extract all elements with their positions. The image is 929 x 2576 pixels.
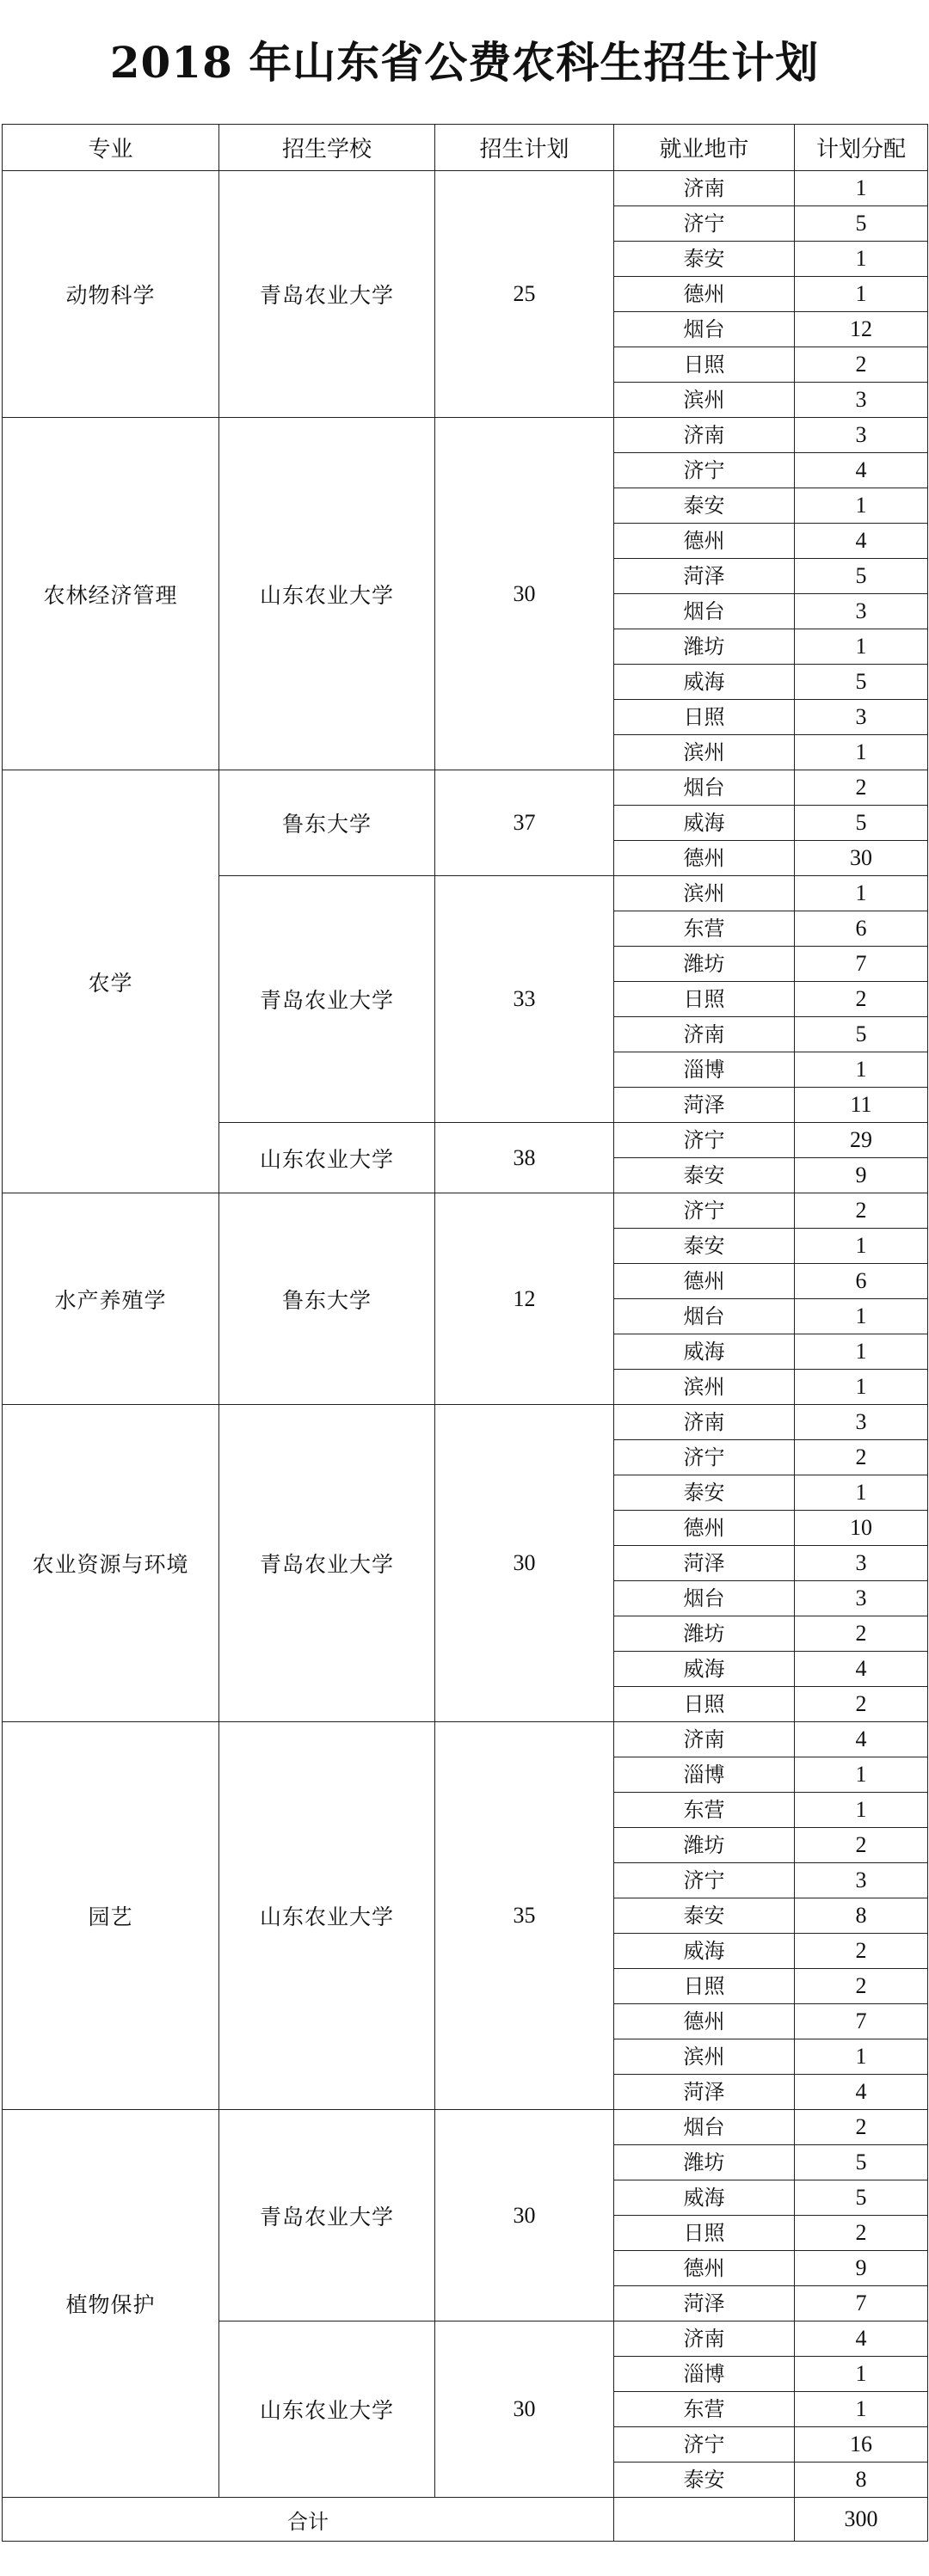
city-cell: 泰安 [614, 1158, 795, 1193]
table-row [3, 2110, 928, 2145]
city-cell: 日照 [614, 1687, 795, 1722]
city-cell: 威海 [614, 665, 795, 700]
header-city: 就业地市 [614, 125, 795, 171]
alloc-cell: 12 [795, 312, 928, 347]
city-cell: 济南 [614, 171, 795, 206]
city-cell: 济南 [614, 418, 795, 453]
city-cell: 威海 [614, 806, 795, 841]
alloc-cell: 30 [795, 841, 928, 876]
city-cell: 威海 [614, 1334, 795, 1370]
plan-cell: 12 [435, 1193, 614, 1405]
major-cell: 水产养殖学 [3, 1193, 219, 1405]
school-cell: 青岛农业大学 [219, 1405, 435, 1722]
table-body [3, 171, 928, 2498]
header-alloc: 计划分配 [795, 125, 928, 171]
city-cell: 淄博 [614, 1052, 795, 1088]
city-cell: 泰安 [614, 1898, 795, 1934]
alloc-cell: 4 [795, 453, 928, 488]
city-cell: 日照 [614, 982, 795, 1017]
alloc-cell: 9 [795, 2251, 928, 2286]
city-cell: 济宁 [614, 1863, 795, 1898]
plan-cell: 30 [435, 418, 614, 770]
alloc-cell: 1 [795, 629, 928, 665]
city-cell: 烟台 [614, 2110, 795, 2145]
alloc-cell: 2 [795, 2216, 928, 2251]
alloc-cell: 1 [795, 876, 928, 911]
city-cell: 淄博 [614, 2357, 795, 2392]
city-cell: 菏泽 [614, 2286, 795, 2321]
table-row [3, 1193, 928, 1229]
city-cell: 东营 [614, 2392, 795, 2427]
city-cell: 威海 [614, 2180, 795, 2216]
city-cell: 淄博 [614, 1757, 795, 1793]
alloc-cell: 8 [795, 1898, 928, 1934]
alloc-cell: 4 [795, 1722, 928, 1757]
major-cell: 园艺 [3, 1722, 219, 2110]
alloc-cell: 2 [795, 1687, 928, 1722]
city-cell: 济宁 [614, 206, 795, 242]
alloc-cell: 3 [795, 594, 928, 629]
plan-cell: 35 [435, 1722, 614, 2110]
alloc-cell: 2 [795, 770, 928, 806]
alloc-cell: 5 [795, 1017, 928, 1052]
major-cell: 农业资源与环境 [3, 1405, 219, 1722]
alloc-cell: 16 [795, 2427, 928, 2463]
alloc-cell: 5 [795, 2180, 928, 2216]
alloc-cell: 2 [795, 347, 928, 383]
alloc-cell: 3 [795, 383, 928, 418]
alloc-cell: 1 [795, 1334, 928, 1370]
city-cell: 德州 [614, 1264, 795, 1299]
city-cell: 烟台 [614, 594, 795, 629]
alloc-cell: 1 [795, 2357, 928, 2392]
alloc-cell: 4 [795, 2321, 928, 2357]
total-row [3, 2498, 928, 2542]
city-cell: 菏泽 [614, 559, 795, 594]
alloc-cell: 1 [795, 1475, 928, 1511]
city-cell: 泰安 [614, 1475, 795, 1511]
alloc-cell: 6 [795, 911, 928, 947]
city-cell: 滨州 [614, 735, 795, 770]
city-cell: 济南 [614, 1017, 795, 1052]
alloc-cell: 2 [795, 1440, 928, 1475]
header-school: 招生学校 [219, 125, 435, 171]
city-cell: 济南 [614, 2321, 795, 2357]
city-cell: 德州 [614, 841, 795, 876]
city-cell: 滨州 [614, 876, 795, 911]
alloc-cell: 5 [795, 206, 928, 242]
header-plan: 招生计划 [435, 125, 614, 171]
city-cell: 日照 [614, 2216, 795, 2251]
city-cell: 德州 [614, 277, 795, 312]
city-cell: 菏泽 [614, 1088, 795, 1123]
alloc-cell: 1 [795, 1370, 928, 1405]
alloc-cell: 4 [795, 524, 928, 559]
city-cell: 德州 [614, 524, 795, 559]
alloc-cell: 3 [795, 1863, 928, 1898]
alloc-cell: 4 [795, 2075, 928, 2110]
city-cell: 菏泽 [614, 2075, 795, 2110]
plan-cell: 30 [435, 2321, 614, 2498]
city-cell: 德州 [614, 1511, 795, 1546]
school-cell: 山东农业大学 [219, 1123, 435, 1193]
city-cell: 东营 [614, 911, 795, 947]
table-header-row [3, 125, 928, 171]
table-row [3, 1722, 928, 1757]
major-cell: 植物保护 [3, 2110, 219, 2498]
city-cell: 烟台 [614, 312, 795, 347]
alloc-cell: 1 [795, 2039, 928, 2075]
table-row [3, 1405, 928, 1440]
total-value: 300 [795, 2498, 928, 2542]
city-cell: 威海 [614, 1652, 795, 1687]
city-cell: 东营 [614, 1793, 795, 1828]
plan-cell: 37 [435, 770, 614, 876]
alloc-cell: 8 [795, 2463, 928, 2498]
alloc-cell: 29 [795, 1123, 928, 1158]
city-cell: 烟台 [614, 770, 795, 806]
alloc-cell: 1 [795, 1299, 928, 1334]
city-cell: 威海 [614, 1934, 795, 1969]
city-cell: 潍坊 [614, 1616, 795, 1652]
city-cell: 潍坊 [614, 947, 795, 982]
alloc-cell: 4 [795, 1652, 928, 1687]
alloc-cell: 5 [795, 806, 928, 841]
city-cell: 滨州 [614, 2039, 795, 2075]
header-major: 专业 [3, 125, 219, 171]
alloc-cell: 1 [795, 488, 928, 524]
alloc-cell: 2 [795, 2110, 928, 2145]
city-cell: 德州 [614, 2251, 795, 2286]
city-cell: 日照 [614, 700, 795, 735]
table-row [3, 418, 928, 453]
alloc-cell: 2 [795, 1828, 928, 1863]
school-cell: 山东农业大学 [219, 1722, 435, 2110]
city-cell: 日照 [614, 1969, 795, 2004]
city-cell: 日照 [614, 347, 795, 383]
enrollment-plan-table [2, 124, 928, 2542]
city-cell: 济宁 [614, 1123, 795, 1158]
alloc-cell: 10 [795, 1511, 928, 1546]
city-cell: 济宁 [614, 1193, 795, 1229]
alloc-cell: 7 [795, 2004, 928, 2039]
alloc-cell: 1 [795, 1793, 928, 1828]
plan-cell: 30 [435, 2110, 614, 2321]
alloc-cell: 11 [795, 1088, 928, 1123]
major-cell: 动物科学 [3, 171, 219, 418]
city-cell: 济宁 [614, 2427, 795, 2463]
city-cell: 泰安 [614, 242, 795, 277]
city-cell: 潍坊 [614, 629, 795, 665]
alloc-cell: 1 [795, 242, 928, 277]
school-cell: 山东农业大学 [219, 418, 435, 770]
alloc-cell: 3 [795, 1581, 928, 1616]
alloc-cell: 3 [795, 1546, 928, 1581]
alloc-cell: 1 [795, 1757, 928, 1793]
city-cell: 泰安 [614, 2463, 795, 2498]
alloc-cell: 1 [795, 1229, 928, 1264]
table-row [3, 171, 928, 206]
school-cell: 青岛农业大学 [219, 876, 435, 1123]
city-cell: 济宁 [614, 1440, 795, 1475]
school-cell: 鲁东大学 [219, 770, 435, 876]
major-cell: 农学 [3, 770, 219, 1193]
city-cell: 济宁 [614, 453, 795, 488]
alloc-cell: 9 [795, 1158, 928, 1193]
plan-cell: 25 [435, 171, 614, 418]
alloc-cell: 7 [795, 2286, 928, 2321]
alloc-cell: 5 [795, 2145, 928, 2180]
city-cell: 潍坊 [614, 1828, 795, 1863]
alloc-cell: 3 [795, 1405, 928, 1440]
alloc-cell: 2 [795, 1934, 928, 1969]
city-cell: 济南 [614, 1722, 795, 1757]
alloc-cell: 1 [795, 735, 928, 770]
city-cell: 烟台 [614, 1299, 795, 1334]
alloc-cell: 1 [795, 1052, 928, 1088]
alloc-cell: 1 [795, 171, 928, 206]
alloc-cell: 2 [795, 1193, 928, 1229]
city-cell: 烟台 [614, 1581, 795, 1616]
table-row [3, 770, 928, 806]
alloc-cell: 6 [795, 1264, 928, 1299]
city-cell: 德州 [614, 2004, 795, 2039]
city-cell: 济南 [614, 1405, 795, 1440]
city-cell: 泰安 [614, 488, 795, 524]
total-empty-cell [614, 2498, 795, 2542]
city-cell: 滨州 [614, 383, 795, 418]
city-cell: 潍坊 [614, 2145, 795, 2180]
city-cell: 泰安 [614, 1229, 795, 1264]
major-cell: 农林经济管理 [3, 418, 219, 770]
alloc-cell: 2 [795, 1616, 928, 1652]
city-cell: 菏泽 [614, 1546, 795, 1581]
alloc-cell: 3 [795, 700, 928, 735]
city-cell: 滨州 [614, 1370, 795, 1405]
plan-cell: 38 [435, 1123, 614, 1193]
school-cell: 青岛农业大学 [219, 2110, 435, 2321]
page-title: 2018 年山东省公费农科生招生计划 [109, 37, 820, 88]
school-cell: 山东农业大学 [219, 2321, 435, 2498]
alloc-cell: 2 [795, 982, 928, 1017]
school-cell: 鲁东大学 [219, 1193, 435, 1405]
alloc-cell: 3 [795, 418, 928, 453]
plan-cell: 33 [435, 876, 614, 1123]
alloc-cell: 7 [795, 947, 928, 982]
alloc-cell: 2 [795, 1969, 928, 2004]
alloc-cell: 1 [795, 2392, 928, 2427]
alloc-cell: 5 [795, 559, 928, 594]
total-label: 合计 [3, 2498, 614, 2542]
school-cell: 青岛农业大学 [219, 171, 435, 418]
alloc-cell: 1 [795, 277, 928, 312]
alloc-cell: 5 [795, 665, 928, 700]
plan-cell: 30 [435, 1405, 614, 1722]
